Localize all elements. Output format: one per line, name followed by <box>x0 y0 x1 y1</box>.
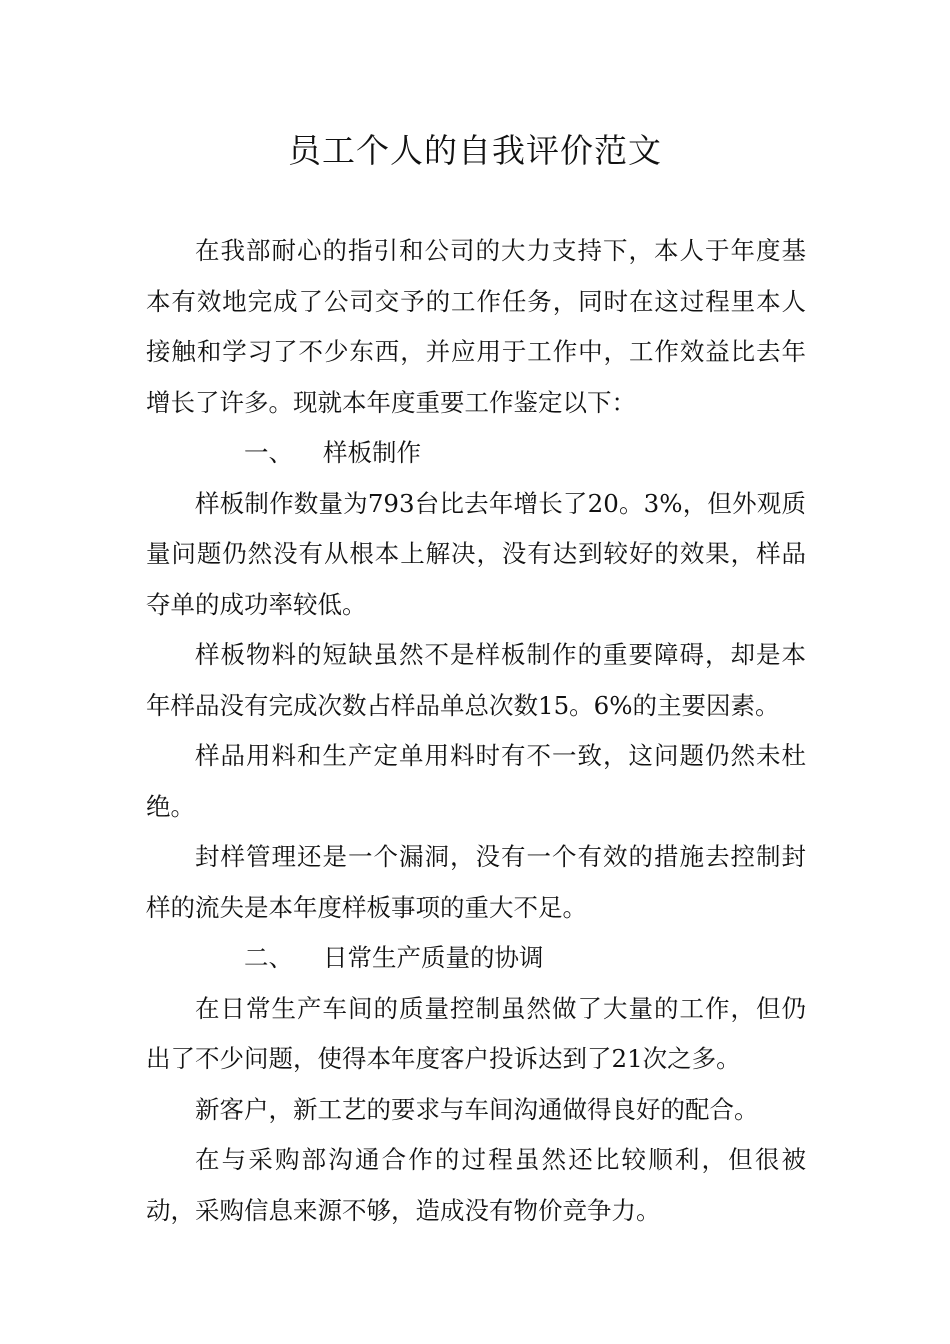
section-number-1: 一、 <box>244 438 293 467</box>
section-heading-2 <box>146 933 806 984</box>
paragraph-sample-materials: 样板物料的短缺虽然不是样板制作的重要障碍，却是本年样品没有完成次数占样品单总次数15。6%的主要因素。 <box>146 640 806 720</box>
paragraph-sample-consistency: 样品用料和生产定单用料时有不一致，这问题仍然未杜绝。 <box>146 741 806 821</box>
section-heading-1 <box>146 428 806 479</box>
paragraph-new-customers: 新客户，新工艺的要求与车间沟通做得良好的配合。 <box>195 1094 759 1124</box>
section-title-2: 日常生产质量的协调 <box>323 943 544 972</box>
paragraph-purchasing: 在与采购部沟通合作的过程虽然还比较顺利，但很被动，采购信息来源不够，造成没有物价竞争力。 <box>146 1145 806 1225</box>
document-title: 员工个人的自我评价范文 <box>288 131 662 170</box>
document-body <box>146 226 806 1236</box>
paragraph-intro: 在我部耐心的指引和公司的大力支持下，本人于年度基本有效地完成了公司交予的工作任务，同时在这过程里本人接触和学习了不少东西，并应用于工作中，工作效益比去年增长了许多。现就本年度重要工作鉴定以下： <box>146 236 806 417</box>
paragraph-seal-management: 封样管理还是一个漏洞，没有一个有效的措施去控制封样的流失是本年度样板事项的重大不足。 <box>146 842 806 922</box>
section-title-1: 样板制作 <box>323 438 421 467</box>
paragraph-sample-quantity: 样板制作数量为793台比去年增长了20。3%，但外观质量问题仍然没有从根本上解决，没有达到较好的效果，样品夺单的成功率较低。 <box>146 488 806 619</box>
section-number-2: 二、 <box>244 943 293 972</box>
paragraph-quality-control: 在日常生产车间的质量控制虽然做了大量的工作，但仍出了不少问题，使得本年度客户投诉达到了21次之多。 <box>146 993 806 1073</box>
